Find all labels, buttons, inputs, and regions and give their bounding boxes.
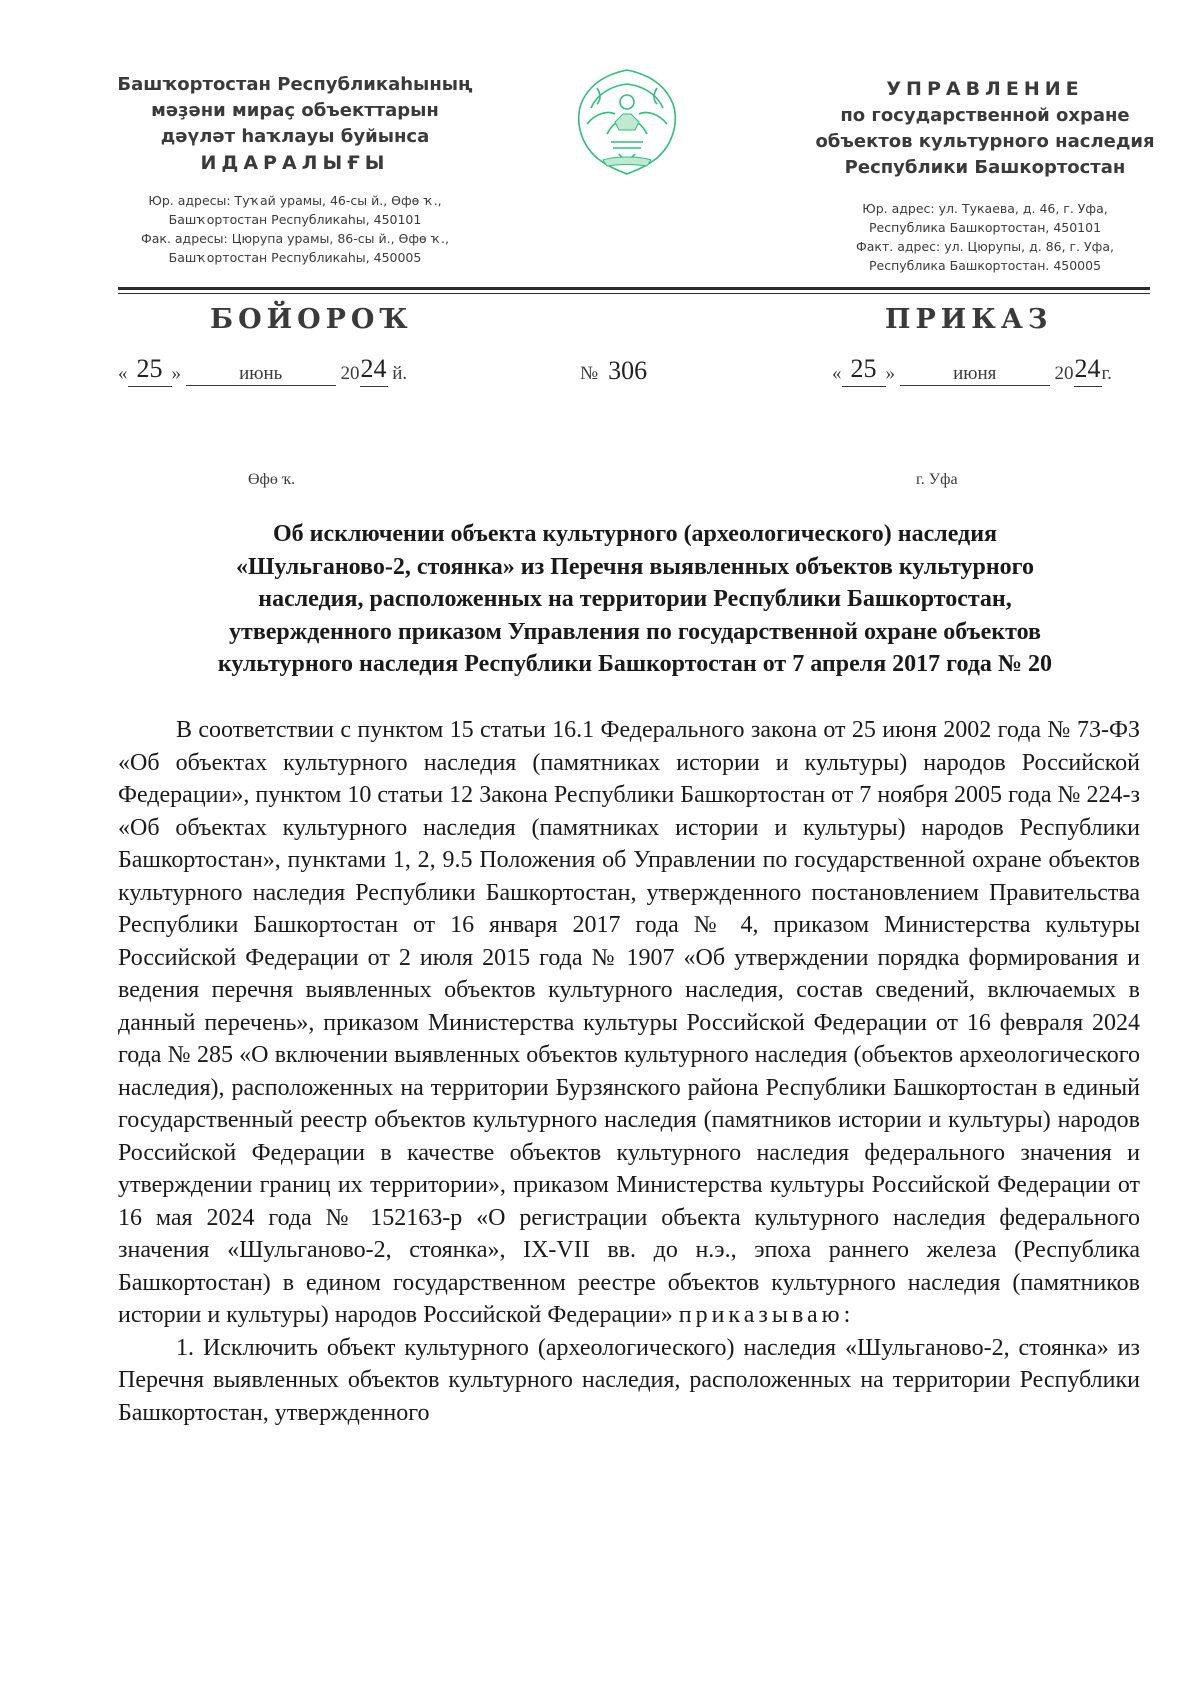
- org-name-line: Республики Башкортостан: [844, 157, 1126, 178]
- order-number: № 306: [580, 356, 648, 385]
- body-paragraph: 1. Исключить объект культурного (археологического) наследия «Шульганово-2, стоянка» из Перечня выявленных объектов культурного наследия, расположенных на территории Республики Башкортостан, утвержденного: [118, 1334, 1140, 1426]
- body-paragraph: В соответствии с пунктом 15 статьи 16.1 Федерального закона от 25 июня 2002 года № 73-ФЗ «Об объектах культурного наследия (памятниках истории и культуры) народов Российской Федерации», пунктом 10 статьи 12 Закона Республики Башкортостан от 7 ноября 2005 года № 224-з «Об объектах культурного наследия (памятниках истории и культуры) народов Республики Башкортостан», пунктами 1, 2, 9.5 Положения об Управлении по государственной охране объектов культурного наследия Республики Башкортостан, утвержденного постановлением Правительства Республики Башкортостан от 16 января 2017 года № 4, приказом Министерства культуры Российской Федерации от 2 июля 2015 года № 1907 «Об утверждении порядка формирования и ведения перечня выявленных объектов культурного наследия, состав сведений, включаемых в данный перечень», приказом Министерства культуры Российской Федерации от 16 февраля 2024 года № 285 «О включении выявленных объектов культурного наследия (объектов археологического наследия), расположенных на территории Бурзянского района Республики Башкортостан в единый государственный реестр объектов культурного наследия (памятников истории и культуры) народов Российской Федерации в качестве объектов культурного наследия федерального значения и утверждении границ их территории», приказом Министерства культуры Российской Федерации от 16 мая 2024 года № 152163-р «О регистрации объекта культурного наследия федерального значения «Шульганово-2, стоянка», IX-VII вв. до н.э., эпоха раннего железа (Республика Башкортостан) в едином государственном реестре объектов культурного наследия (памятников истории и культуры) народов Российской Федерации» приказываю:: [118, 717, 1140, 1328]
- title-line: утвержденного приказом Управления по государственной охране объектов: [229, 618, 1041, 645]
- coat-of-arms-icon: [567, 64, 687, 184]
- address-line: Юр. адресы: Туҡай урамы, 46-сы й., Өфө ҡ.,: [148, 193, 442, 208]
- document-body: [118, 714, 1140, 1429]
- org-name-line: по государственной охране: [840, 105, 1130, 126]
- quote-close: »: [171, 363, 181, 384]
- org-name-line: дәүләт һаҡлауы буйынса: [160, 126, 430, 147]
- org-name-spaced: УПРАВЛЕНИЕ: [886, 78, 1084, 100]
- city-russian: г. Уфа: [916, 471, 958, 488]
- address-line: Юр. адрес: ул. Тукаева, д. 46, г. Уфа,: [862, 201, 1108, 216]
- date-month: июня: [900, 363, 1050, 386]
- city-bashkir: Өфө ҡ.: [248, 471, 296, 488]
- year-prefix: 20: [340, 363, 360, 384]
- date-right: [832, 356, 1112, 387]
- address-line: Башҡортостан Республикаһы, 450101: [168, 212, 422, 227]
- address-line: Башҡортостан Республикаһы, 450005: [168, 250, 422, 265]
- header-right-russian: [790, 76, 1180, 275]
- quote-open: «: [118, 363, 128, 384]
- doc-type-russian: ПРИКАЗ: [885, 304, 1053, 335]
- year-prefix: 20: [1054, 363, 1074, 384]
- doc-type-bashkir: БОЙОРОҠ: [210, 304, 413, 335]
- date-day: 25: [842, 356, 886, 387]
- org-name-line: объектов культурного наследия: [815, 131, 1155, 152]
- address-block: [790, 199, 1180, 275]
- address-line: Факт. адрес: ул. Цюрупы, д. 86, г. Уфа,: [856, 239, 1114, 254]
- org-name-spaced: ИДАРАЛЫҒЫ: [200, 152, 390, 174]
- year-unit: й.: [392, 363, 408, 384]
- date-month: июнь: [186, 363, 336, 386]
- header-divider: [118, 293, 1150, 294]
- org-name-line: Башҡортостан Республикаһының: [117, 74, 473, 95]
- title-line: Об исключении объекта культурного (археологического) наследия: [272, 521, 998, 547]
- document-title: [130, 518, 1140, 681]
- header-divider: [118, 287, 1150, 290]
- address-line: Республика Башкортостан, 450101: [868, 220, 1102, 235]
- address-line: Республика Башкортостан. 450005: [868, 258, 1102, 273]
- quote-open: «: [832, 363, 842, 384]
- date-day: 25: [128, 356, 172, 387]
- date-year: 24: [1074, 356, 1102, 387]
- title-line: «Шульганово-2, стоянка» из Перечня выявленных объектов культурного: [236, 553, 1034, 580]
- date-left: [118, 356, 407, 387]
- year-unit: г.: [1101, 363, 1112, 384]
- title-line: культурного наследия Республики Башкортостан от 7 апреля 2017 года № 20: [217, 651, 1053, 678]
- address-line: Фак. адресы: Цюрупа урамы, 86-сы й., Өфө ҡ.,: [140, 231, 450, 246]
- title-line: наследия, расположенных на территории Республики Башкортостан,: [258, 586, 1012, 613]
- header-left-bashkir: [95, 72, 495, 267]
- quote-close: »: [885, 363, 895, 384]
- order-word: приказываю:: [678, 1302, 855, 1328]
- org-name-line: мәҙәни мираҫ объекттарын: [151, 100, 439, 121]
- address-block: [95, 191, 495, 267]
- date-year: 24: [360, 356, 388, 387]
